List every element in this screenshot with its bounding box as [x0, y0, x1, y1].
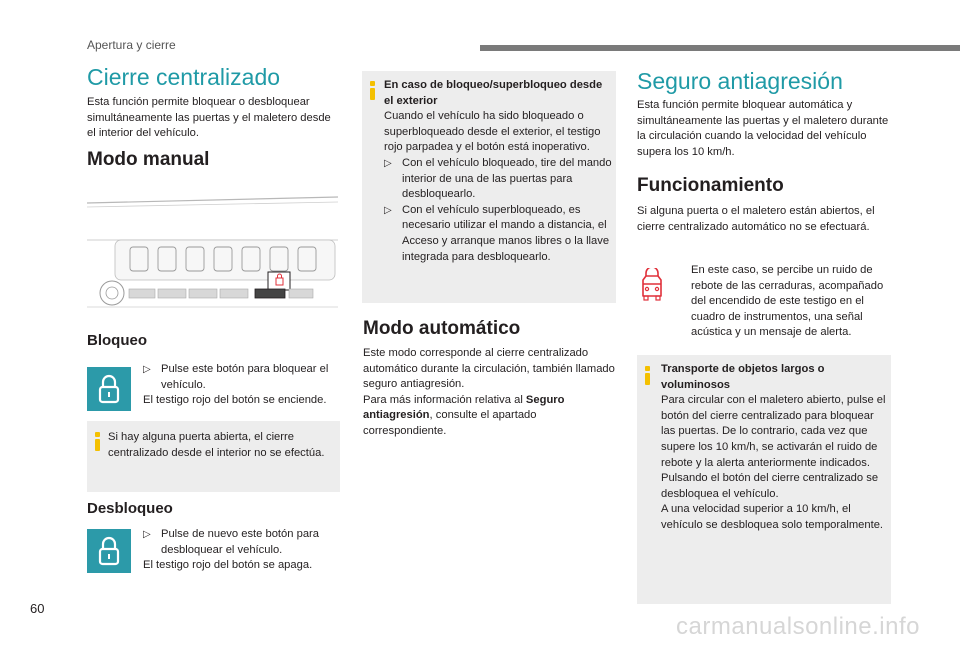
info-box-text: Si hay alguna puerta abierta, el cierre centralizado desde el interior no se efectúa.: [108, 431, 325, 459]
lock-bullet: ▷ Pulse este botón para bloquear el vehículo.: [143, 362, 343, 393]
header-bar: [480, 45, 960, 51]
info-box-title: Transporte de objetos largos o voluminosos: [661, 363, 825, 391]
info-box-text-3: A una velocidad superior a 10 km/h, el vehículo se desbloquea solo temporalmente.: [661, 503, 884, 531]
info-box-text: Cuando el vehículo ha sido bloqueado o superbloqueado desde el exterior, el testigo rojo parpadea y el botón está inoperativo.: [384, 110, 601, 154]
anti-aggression-intro: Esta función permite bloquear automática y simultáneamente las puertas y el maletero durante la circulación cuando la velocidad del vehículo supera los 10 km/h.: [637, 99, 889, 158]
info-box-middle: [362, 71, 616, 303]
auto-mode-title: Modo automático: [363, 318, 521, 339]
page-number: 60: [30, 601, 45, 616]
info-icon: [370, 81, 375, 100]
page-title: Cierre centralizado: [87, 64, 281, 90]
bullet-arrow-icon: ▷: [384, 204, 392, 216]
bullet-arrow-icon: ▷: [143, 529, 151, 540]
left-intro: Esta función permite bloquear o desbloquear simultáneamente las puertas y el maletero desde el interior del vehículo.: [87, 96, 331, 140]
function-icon-text: En este caso, se percibe un ruido de rebote de las cerraduras, acompañado del encendido de este testigo en el cuadro de instrumentos, una señal acústica y un mensaje de alerta.: [691, 264, 884, 339]
anti-aggression-title: Seguro antiagresión: [637, 68, 843, 94]
info-icon: [95, 432, 100, 451]
unlock-note: El testigo rojo del botón se apaga.: [143, 559, 313, 572]
info-box-text-2: Pulsando el botón del cierre centralizado se desbloquea el vehículo.: [661, 472, 879, 500]
info-box-right: [637, 355, 891, 604]
info-box-title: En caso de bloqueo/superbloqueo desde el exterior: [384, 79, 603, 107]
unlock-button-icon: [87, 529, 131, 573]
info-bullet-1: ▷ Con el vehículo bloqueado, tire del mando interior de una de las puertas para desbloquearlo.: [384, 156, 612, 203]
lock-note: El testigo rojo del botón se enciende.: [143, 394, 327, 407]
auto-mode-text: Este modo corresponde al cierre centralizado automático durante la circulación, también llamado seguro antiagresión.: [363, 347, 615, 391]
bullet-arrow-icon: ▷: [384, 157, 392, 169]
car-lock-warning-icon: [637, 268, 667, 304]
auto-mode-reference: Para más información relativa al Seguro antiagresión, consulte el apartado correspondiente.: [363, 393, 565, 437]
bullet-arrow-icon: ▷: [143, 364, 151, 375]
info-box-text-1: Para circular con el maletero abierto, pulse el botón del cierre centralizado para bloquear las puertas. De lo contrario, cada vez que supere los 10 km/h, se activarán el ruido de rebote y la alerta anteriormente indicados.: [661, 394, 886, 469]
function-text: Si alguna puerta o el maletero están abiertos, el cierre centralizado automático no se efectuará.: [637, 205, 875, 233]
watermark-logo: carmanualsonline.info: [676, 613, 920, 640]
unlock-bullet: ▷ Pulse de nuevo este botón para desbloquear el vehículo.: [143, 527, 343, 558]
lock-button-icon: [87, 367, 131, 411]
info-box-left: [87, 421, 340, 492]
info-bullet-2: ▷ Con el vehículo superbloqueado, es necesario utilizar el mando a distancia, el Acceso y arranque manos libres o la llave integrada para desbloquearlo.: [384, 203, 612, 265]
unlock-title: Desbloqueo: [87, 500, 173, 517]
section-label: Apertura y cierre: [87, 38, 176, 52]
dashboard-illustration: [85, 185, 340, 315]
info-icon: [645, 366, 650, 385]
lock-title: Bloqueo: [87, 332, 147, 349]
manual-mode-title: Modo manual: [87, 149, 210, 170]
function-title: Funcionamiento: [637, 175, 784, 196]
